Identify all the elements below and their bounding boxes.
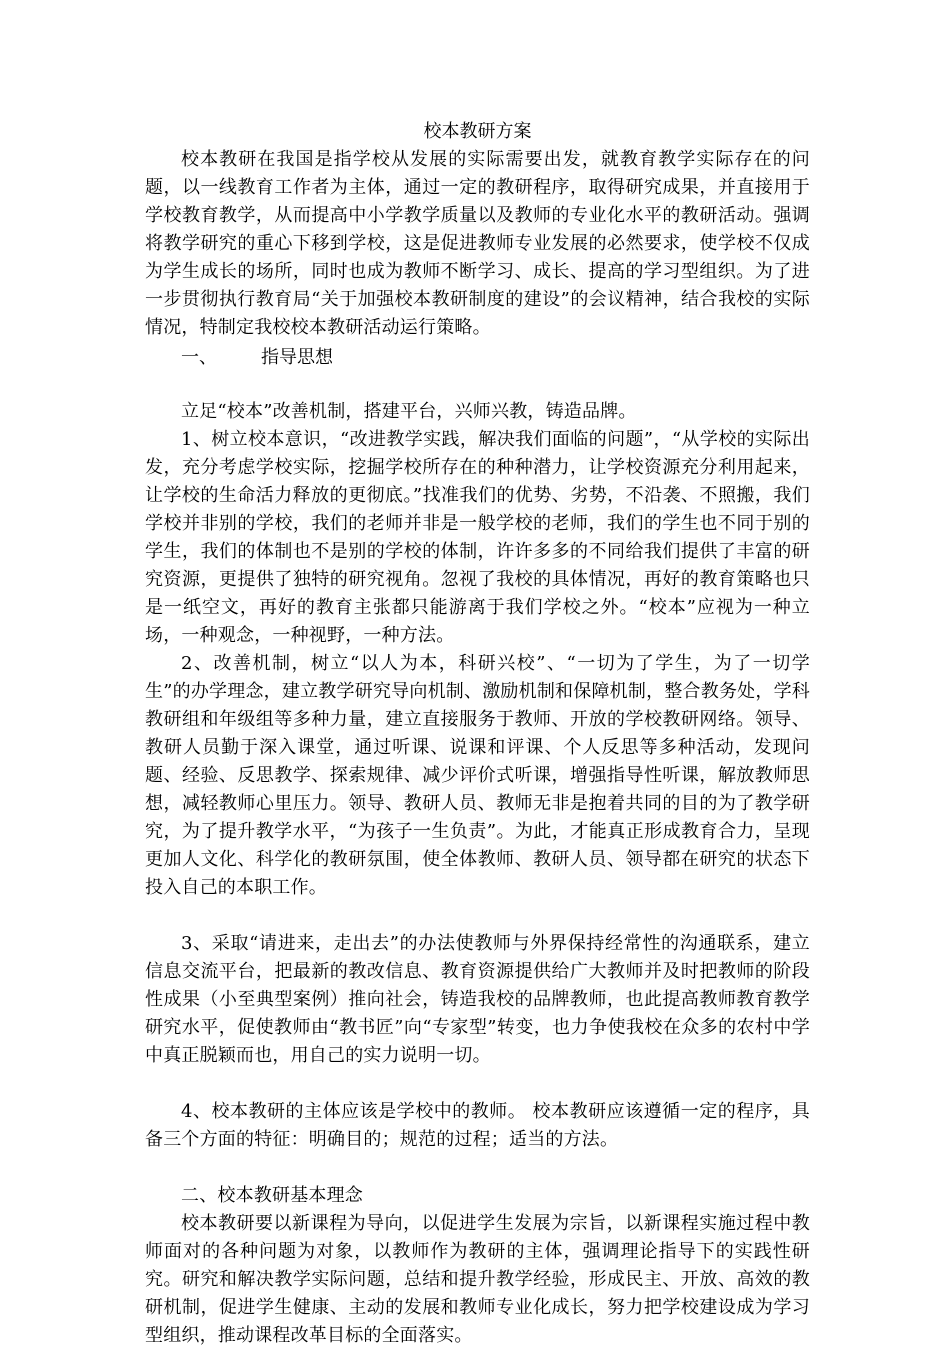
spacer — [145, 1154, 810, 1182]
section1-item-4: 4、校本教研的主体应该是学校中的教师。 校本教研应该遵循一定的程序，具备三个方面的特征：明确目的；规范的过程；适当的方法。 — [145, 1101, 810, 1150]
section1-title: 指导思想 — [261, 347, 333, 368]
section2-body: 校本教研要以新课程为导向，以促进学生发展为宗旨，以新课程实施过程中教师面对的各种问题为对象，以教师作为教研的主体，强调理论指导下的实践性研究。研究和解决教学实际问题，总结和提升教学经验，形成民主、开放、高效的教研机制，促进学生健康、主动的发展和教师专业化成长，努力把学校建设成为学习型组织，推动课程改革目标的全面落实。 — [145, 1213, 810, 1346]
document-page — [145, 118, 810, 1350]
section1-heading — [145, 342, 810, 370]
section2-heading: 二、校本教研基本理念 — [181, 1185, 363, 1206]
document-title: 校本教研方案 — [423, 121, 532, 142]
intro-paragraph: 校本教研在我国是指学校从发展的实际需要出发，就教育教学实际存在的问题，以一线教育工作者为主体，通过一定的教研程序，取得研究成果，并直接用于学校教育教学，从而提高中小学教学质量以及教师的专业化水平的教研活动。强调将教学研究的重心下移到学校，这是促进教师专业发展的必然要求，使学校不仅成为学生成长的场所，同时也成为教师不断学习、成长、提高的学习型组织。为了进一步贯彻执行教育局“关于加强校本教研制度的建设”的会议精神，结合我校的实际情况，特制定我校校本教研活动运行策略。 — [145, 149, 810, 338]
spacer — [145, 370, 810, 398]
section1-number: 一、 — [181, 347, 217, 368]
section1-item-3: 3、采取“请进来，走出去”的办法使教师与外界保持经常性的沟通联系，建立信息交流平台，把最新的教改信息、教育资源提供给广大教师并及时把教师的阶段性成果（小至典型案例）推向社会，铸造我校的品牌教师，也此提高教师教育教学研究水平，促使教师由“教书匠”向“专家型”转变，也力争使我校在众多的农村中学中真正脱颖而也，用自己的实力说明一切。 — [145, 933, 810, 1066]
section1-lead: 立足“校本”改善机制，搭建平台，兴师兴教，铸造品牌。 — [181, 401, 637, 422]
section1-item-2: 2、改善机制，树立“以人为本，科研兴校”、“一切为了学生，为了一切学生”的办学理念，建立教学研究导向机制、激励机制和保障机制，整合教务处，学科教研组和年级组等多种力量，建立直接服务于教师、开放的学校教研网络。领导、教研人员勤于深入课堂，通过听课、说课和评课、个人反思等多种活动，发现问题、经验、反思教学、探索规律、减少评价式听课，增强指导性听课，解放教师思想，减轻教师心里压力。领导、教研人员、教师无非是抱着共同的目的为了教学研究，为了提升教学水平，“为孩子一生负责”。为此，才能真正形成教育合力，呈现更加人文化、科学化的教研氛围，使全体教师、教研人员、领导都在研究的状态下投入自己的本职工作。 — [145, 653, 810, 898]
section1-item-1: 1、树立校本意识，“改进教学实践，解决我们面临的问题”，“从学校的实际出发，充分考虑学校实际，挖掘学校所存在的种种潜力，让学校资源充分利用起来，让学校的生命活力释放的更彻底。”找准我们的优势、劣势，不沿袭、不照搬，我们学校并非别的学校，我们的老师并非是一般学校的老师，我们的学生也不同于别的学生，我们的体制也不是别的学校的体制，许许多多的不同给我们提供了丰富的研究资源，更提供了独特的研究视角。忽视了我校的具体情况，再好的教育策略也只是一纸空文，再好的教育主张都只能游离于我们学校之外。“校本”应视为一种立场，一种观念，一种视野，一种方法。 — [145, 429, 810, 646]
spacer — [145, 1070, 810, 1098]
spacer — [145, 902, 810, 930]
